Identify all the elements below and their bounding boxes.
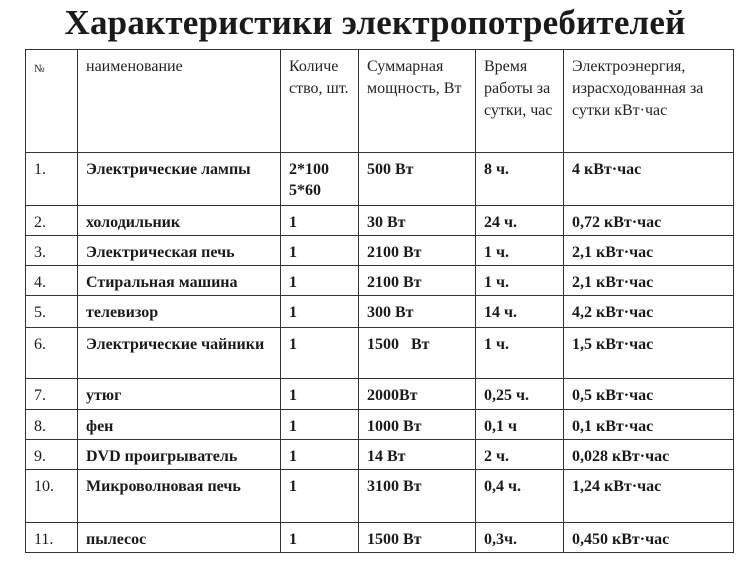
cell-num: 4. <box>26 266 78 296</box>
cell-energy: 1,5 кВт·час <box>564 328 734 379</box>
cell-qty: 1 <box>281 470 359 523</box>
cell-power: 2100 Вт <box>359 266 476 296</box>
header-time: Время работы за сутки, час <box>476 50 564 153</box>
cell-energy: 1,24 кВт·час <box>564 470 734 523</box>
cell-time: 1 ч. <box>476 266 564 296</box>
cell-name: пылесос <box>78 523 281 553</box>
cell-energy: 0,5 кВт·час <box>564 379 734 410</box>
cell-name: фен <box>78 410 281 440</box>
cell-time: 24 ч. <box>476 206 564 236</box>
cell-qty: 1 <box>281 236 359 266</box>
cell-num: 6. <box>26 328 78 379</box>
cell-qty: 1 <box>281 296 359 328</box>
header-qty: Количе ство, шт. <box>281 50 359 153</box>
cell-energy: 0,450 кВт·час <box>564 523 734 553</box>
table-row <box>26 379 734 410</box>
cell-power: 300 Вт <box>359 296 476 328</box>
table-row <box>26 470 734 523</box>
cell-qty: 1 <box>281 440 359 470</box>
cell-name: утюг <box>78 379 281 410</box>
cell-time: 1 ч. <box>476 236 564 266</box>
cell-time: 2 ч. <box>476 440 564 470</box>
cell-num: 10. <box>26 470 78 523</box>
table-row <box>26 328 734 379</box>
cell-qty: 1 <box>281 266 359 296</box>
cell-time: 8 ч. <box>476 153 564 206</box>
cell-power: 30 Вт <box>359 206 476 236</box>
table-row <box>26 153 734 206</box>
cell-qty: 1 <box>281 523 359 553</box>
cell-num: 2. <box>26 206 78 236</box>
cell-power: 14 Вт <box>359 440 476 470</box>
cell-name: Электрические чайники <box>78 328 281 379</box>
cell-energy: 4,2 кВт·час <box>564 296 734 328</box>
cell-power: 500 Вт <box>359 153 476 206</box>
cell-energy: 2,1 кВт·час <box>564 236 734 266</box>
header-power: Суммарная мощность, Вт <box>359 50 476 153</box>
cell-time: 14 ч. <box>476 296 564 328</box>
cell-name: Стиральная машина <box>78 266 281 296</box>
cell-qty: 1 <box>281 206 359 236</box>
table-row <box>26 236 734 266</box>
cell-power: 2000Вт <box>359 379 476 410</box>
header-name: наименование <box>78 50 281 153</box>
cell-qty: 1 <box>281 328 359 379</box>
cell-name: Электрическая печь <box>78 236 281 266</box>
page-title: Характеристики электропотребителей <box>64 3 686 42</box>
cell-qty: 2*100 5*60 <box>281 153 359 206</box>
cell-num: 7. <box>26 379 78 410</box>
cell-num: 5. <box>26 296 78 328</box>
cell-time: 1 ч. <box>476 328 564 379</box>
cell-energy: 0,72 кВт·час <box>564 206 734 236</box>
cell-name: телевизор <box>78 296 281 328</box>
table-row <box>26 266 734 296</box>
cell-num: 3. <box>26 236 78 266</box>
header-energy: Электроэнергия, израсходованная за сутки кВт·час <box>564 50 734 153</box>
table-row <box>26 206 734 236</box>
cell-name: Микроволновая печь <box>78 470 281 523</box>
cell-qty: 1 <box>281 410 359 440</box>
header-num: № <box>26 50 78 153</box>
cell-num: 11. <box>26 523 78 553</box>
table-row <box>26 523 734 553</box>
cell-time: 0,3ч. <box>476 523 564 553</box>
consumers-table <box>25 49 734 553</box>
cell-name: холодильник <box>78 206 281 236</box>
cell-name: DVD проигрыватель <box>78 440 281 470</box>
cell-time: 0,25 ч. <box>476 379 564 410</box>
cell-qty: 1 <box>281 379 359 410</box>
cell-energy: 0,1 кВт·час <box>564 410 734 440</box>
cell-energy: 0,028 кВт·час <box>564 440 734 470</box>
cell-power: 2100 Вт <box>359 236 476 266</box>
cell-energy: 4 кВт·час <box>564 153 734 206</box>
table-row <box>26 296 734 328</box>
cell-power: 1000 Вт <box>359 410 476 440</box>
table-row <box>26 410 734 440</box>
cell-time: 0,4 ч. <box>476 470 564 523</box>
cell-num: 9. <box>26 440 78 470</box>
cell-name: Электрические лампы <box>78 153 281 206</box>
cell-num: 8. <box>26 410 78 440</box>
cell-power: 3100 Вт <box>359 470 476 523</box>
cell-time: 0,1 ч <box>476 410 564 440</box>
table-header-row <box>26 50 734 153</box>
cell-power: 1500 Вт <box>359 328 476 379</box>
cell-num: 1. <box>26 153 78 206</box>
cell-power: 1500 Вт <box>359 523 476 553</box>
table-row <box>26 440 734 470</box>
cell-energy: 2,1 кВт·час <box>564 266 734 296</box>
